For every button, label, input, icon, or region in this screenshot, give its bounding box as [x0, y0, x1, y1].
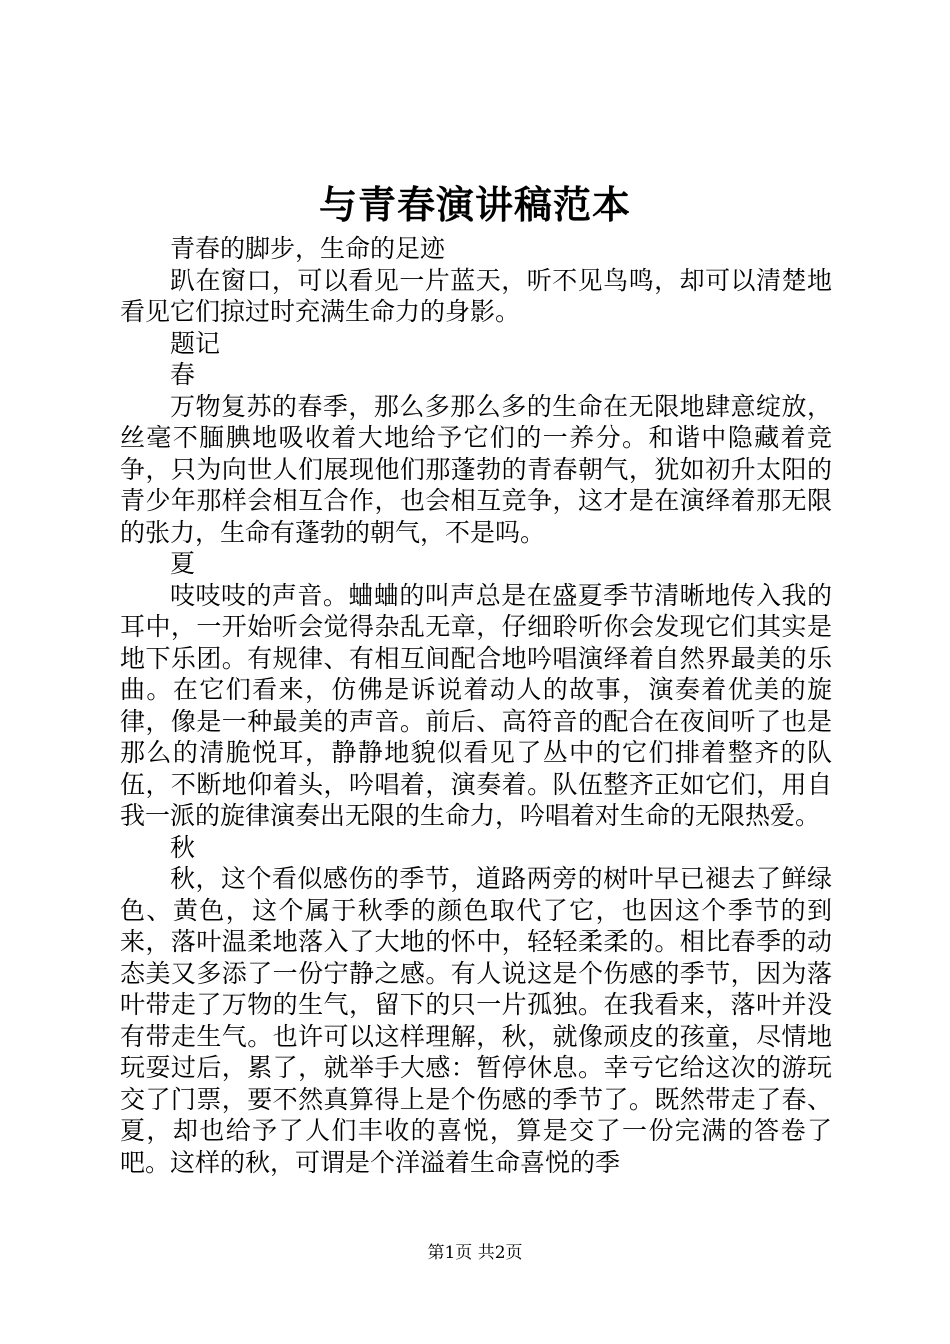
page-footer: 第1页 共2页 — [427, 1243, 523, 1263]
document-body — [120, 233, 832, 1178]
section-heading-spring: 春 — [170, 360, 196, 389]
section-heading-autumn: 秋 — [170, 832, 196, 862]
paragraph-summer: 吱吱吱的声音。蛐蛐的叫声总是在盛夏季节清晰地传入我的耳中，一开始听会觉得杂乱无章，仔细聆听你会发现它们其实是地下乐团。有规律、有相互间配合地吟唱演绎着自然界最美的乐曲。在它们看来，仿佛是诉说着动人的故事，演奏着优美的旋律，像是一种最美的声音。前后、高符音的配合在夜间听了也是那么的清脆悦耳，静静地貌似看见了丛中的它们排着整齐的队伍，不断地仰着头，吟唱着，演奏着。队伍整齐正如它们，用自我一派的旋律演奏出无限的生命力，吟唱着对生命的无限热爱。 — [120, 580, 832, 830]
paragraph-inscription-label: 题记 — [170, 328, 221, 358]
section-heading-summer: 夏 — [170, 549, 196, 578]
paragraph-subtitle: 青春的脚步，生命的足迹 — [170, 234, 446, 263]
paragraph-autumn: 秋，这个看似感伤的季节，道路两旁的树叶早已褪去了鲜绿色、黄色，这个属于秋季的颜色取代了它，也因这个季节的到来，落叶温柔地落入了大地的怀中，轻轻柔柔的。相比春季的动态美又多添了一份宁静之感。有人说这是个伤感的季节，因为落叶带走了万物的生气，留下的只一片孤独。在我看来，落叶并没有带走生气。也许可以这样理解，秋，就像顽皮的孩童，尽情地玩耍过后，累了，就举手大感：暂停休息。幸亏它给这次的游玩交了门票，要不然真算得上是个伤感的季节了。既然带走了春、夏，却也给予了人们丰收的喜悦，算是交了一份完满的答卷了吧。这样的秋，可谓是个洋溢着生命喜悦的季 — [120, 864, 832, 1177]
paragraph-spring: 万物复苏的春季，那么多那么多的生命在无限地肆意绽放，丝毫不腼腆地吸收着大地给予它们的一养分。和谐中隐藏着竞争，只为向世人们展现他们那蓬勃的青春朝气，犹如初升太阳的青少年那样会相互合作，也会相互竞争，这才是在演绎着那无限的张力，生命有蓬勃的朝气，不是吗。 — [120, 391, 832, 547]
paragraph-intro: 趴在窗口，可以看见一片蓝天，听不见鸟鸣，却可以清楚地看见它们掠过时充满生命力的身影。 — [120, 265, 832, 326]
document-title: 与青春演讲稿范本 — [318, 182, 631, 227]
